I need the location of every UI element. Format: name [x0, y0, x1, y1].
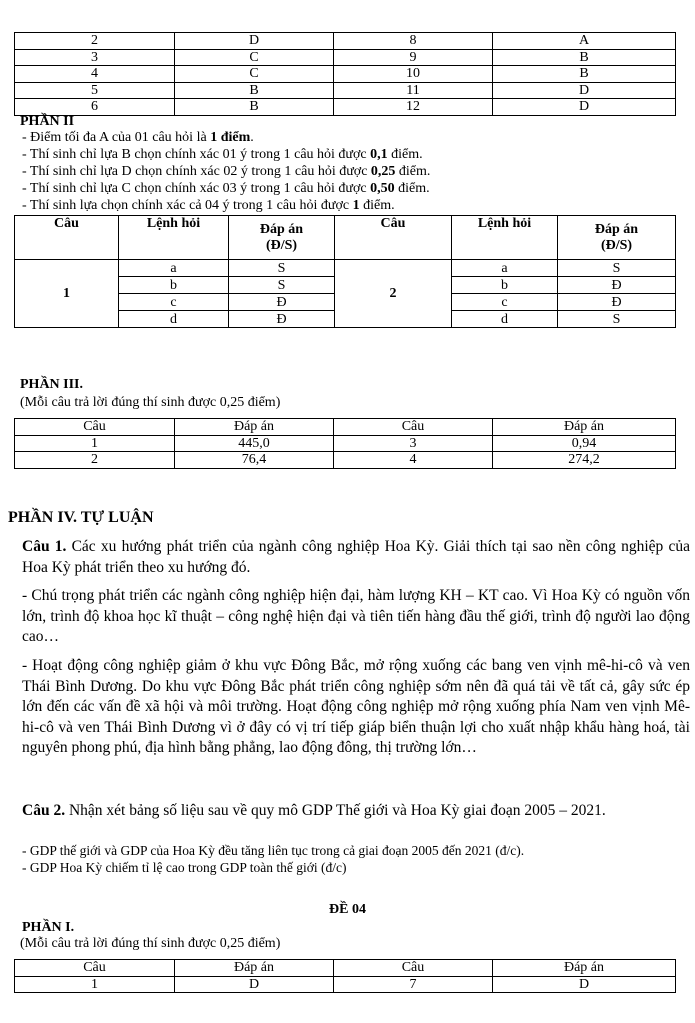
rule-bold: 1 điểm	[210, 130, 251, 145]
cell: d	[119, 311, 229, 328]
cell: 0,94	[493, 435, 676, 452]
answer-2-line-1: - GDP thế giới và GDP của Hoa Kỳ đều tăng liên tục trong cả giai đoạn 2005 đến 2021 (đ/c).	[22, 843, 525, 858]
cell: c	[119, 294, 229, 311]
cell: 3	[15, 49, 175, 66]
table-row	[15, 49, 676, 66]
table-header-row	[15, 419, 676, 436]
part2-heading: PHẦN II	[20, 114, 75, 129]
answer-2-line-2: - GDP Hoa Kỳ chiếm tỉ lệ cao trong GDP toàn thế giới (đ/c)	[22, 860, 347, 875]
table-header-row	[15, 960, 676, 977]
cell: 4	[334, 452, 493, 469]
question-text: Nhận xét bảng số liệu sau về quy mô GDP Thế giới và Hoa Kỳ giai đoạn 2005 – 2021.	[65, 802, 606, 819]
question-number: 2	[335, 260, 452, 328]
question-1	[22, 537, 690, 578]
rule-bold: 0,1	[370, 147, 388, 162]
rule-text: .	[250, 130, 254, 145]
de04-part1-heading: PHẦN I.	[22, 920, 75, 935]
col-header: Đáp án (Đ/S)	[558, 216, 676, 260]
cell: D	[493, 99, 676, 116]
cell: Đ	[229, 294, 335, 311]
cell: 4	[15, 66, 175, 83]
col-header: Câu	[335, 216, 452, 260]
de04-note: (Mỗi câu trả lời đúng thí sinh được 0,25 điểm)	[20, 936, 281, 951]
cell: 274,2	[493, 452, 676, 469]
cell: c	[452, 294, 558, 311]
exam-title: ĐỀ 04	[329, 902, 366, 917]
part2-answer-table	[14, 215, 676, 328]
rule-text: - Điểm tối đa A của 01 câu hỏi là	[22, 130, 211, 145]
answer-1-paragraph-1: - Chú trọng phát triển các ngành công nghiệp hiện đại, hàm lượng KH – KT cao. Vì Hoa Kỳ có nguồn vốn lớn, trình độ khoa học kĩ thuật – công nghệ hiện đại và tiên tiến hàng đầu thế giới, trình độ người lao động cao…	[22, 587, 690, 645]
col-header: Câu	[334, 419, 493, 436]
cell: Đ	[558, 277, 676, 294]
table-row	[15, 976, 676, 993]
col-header: Câu	[15, 960, 175, 977]
cell: B	[493, 66, 676, 83]
cell: D	[493, 82, 676, 99]
col-header: Đáp án	[175, 960, 334, 977]
cell: S	[558, 311, 676, 328]
rule-bold: 0,50	[370, 181, 395, 196]
col-header: Câu	[334, 960, 493, 977]
rule-bold: 0,25	[370, 164, 396, 179]
rule-text: điểm.	[394, 181, 430, 196]
col-header: Đáp án (Đ/S)	[229, 216, 335, 260]
cell: 2	[15, 33, 175, 50]
question-label: Câu 2.	[22, 802, 66, 819]
table-row	[15, 66, 676, 83]
de04-answer-table	[14, 959, 676, 993]
part3-heading: PHẦN III.	[20, 377, 84, 392]
rule-text: điểm.	[387, 147, 423, 162]
table-row	[15, 260, 676, 277]
col-header: Đáp án	[493, 960, 676, 977]
rule-text: - Thí sinh lựa chọn chính xác cả 04 ý trong 1 câu hỏi được	[22, 198, 353, 213]
answer-1-paragraph-2: - Hoạt động công nghiệp giảm ở khu vực Đông Bắc, mở rộng xuống các bang ven vịnh mê-hi-cô và ven Thái Bình Dương. Do khu vực Đông Bắc phát triển công nghiệp sớm nên đã quá tải về tất cả, gây sức ép lớn đến các vấn đề xã hội và môi trường. Hoạt động công nghiệp mở rộng xuống phía Nam ven vịnh Mê-hi-cô và ven Thái Bình Dương vì ở đây có vị trí tiếp giáp biển thuận lợi cho xuất nhập khẩu hàng hoá, tài nguyên phong phú, địa hình bằng phẳng, lao động đông, thị trường lớn…	[22, 657, 690, 756]
col-header: Câu	[15, 419, 175, 436]
part2-rule	[22, 198, 395, 213]
cell: 445,0	[175, 435, 334, 452]
rule-text: điểm.	[359, 198, 395, 213]
rule-text: - Thí sinh chỉ lựa B chọn chính xác 01 ý trong 1 câu hỏi được	[22, 147, 371, 162]
cell: Đ	[558, 294, 676, 311]
table-row	[15, 33, 676, 50]
cell: 6	[15, 99, 175, 116]
cell: 9	[334, 49, 493, 66]
cell: 11	[334, 82, 493, 99]
cell: Đ	[229, 311, 335, 328]
cell: C	[175, 66, 334, 83]
cell: B	[493, 49, 676, 66]
question-label: Câu 1.	[22, 538, 67, 555]
cell: 3	[334, 435, 493, 452]
part2-rule	[22, 130, 254, 145]
cell: 1	[15, 976, 175, 993]
rule-bold: 1	[352, 198, 360, 213]
cell: a	[119, 260, 229, 277]
rule-text: - Thí sinh chỉ lựa C chọn chính xác 03 ý trong 1 câu hỏi được	[22, 181, 371, 196]
rule-text: điểm.	[395, 164, 431, 179]
question-2	[22, 801, 690, 822]
cell: 2	[15, 452, 175, 469]
cell: C	[175, 49, 334, 66]
table-row	[15, 99, 676, 116]
part2-rule	[22, 147, 423, 162]
col-header: Lệnh hỏi	[119, 216, 229, 260]
cell: 12	[334, 99, 493, 116]
question-text: Các xu hướng phát triển của ngành công nghiệp Hoa Kỳ. Giải thích tại sao nền công nghiệp của Hoa Kỳ phát triển theo xu hướng đó.	[22, 538, 690, 576]
cell: S	[229, 260, 335, 277]
cell: B	[175, 82, 334, 99]
cell: S	[229, 277, 335, 294]
cell: 5	[15, 82, 175, 99]
cell: D	[493, 976, 676, 993]
cell: b	[452, 277, 558, 294]
cell: 10	[334, 66, 493, 83]
cell: 7	[334, 976, 493, 993]
col-header: Câu	[15, 216, 119, 260]
part3-note: (Mỗi câu trả lời đúng thí sinh được 0,25 điểm)	[20, 395, 281, 410]
col-header: Đáp án	[493, 419, 676, 436]
cell: S	[558, 260, 676, 277]
cell: 1	[15, 435, 175, 452]
rule-text: - Thí sinh chỉ lựa D chọn chính xác 02 ý trong 1 câu hỏi được	[22, 164, 371, 179]
cell: A	[493, 33, 676, 50]
cell: D	[175, 976, 334, 993]
cell: B	[175, 99, 334, 116]
table-row	[15, 452, 676, 469]
cell: d	[452, 311, 558, 328]
cell: b	[119, 277, 229, 294]
question-number: 1	[15, 260, 119, 328]
table-header-row	[15, 216, 676, 260]
table-row	[15, 82, 676, 99]
part3-answer-table	[14, 418, 676, 469]
cell: a	[452, 260, 558, 277]
cell: D	[175, 33, 334, 50]
col-header: Lệnh hỏi	[452, 216, 558, 260]
cell: 8	[334, 33, 493, 50]
part1-answer-table	[14, 32, 676, 116]
part2-rule	[22, 181, 430, 196]
part2-rule	[22, 164, 430, 179]
cell: 76,4	[175, 452, 334, 469]
col-header: Đáp án	[175, 419, 334, 436]
table-row	[15, 435, 676, 452]
part4-heading: PHẦN IV. TỰ LUẬN	[8, 509, 154, 526]
